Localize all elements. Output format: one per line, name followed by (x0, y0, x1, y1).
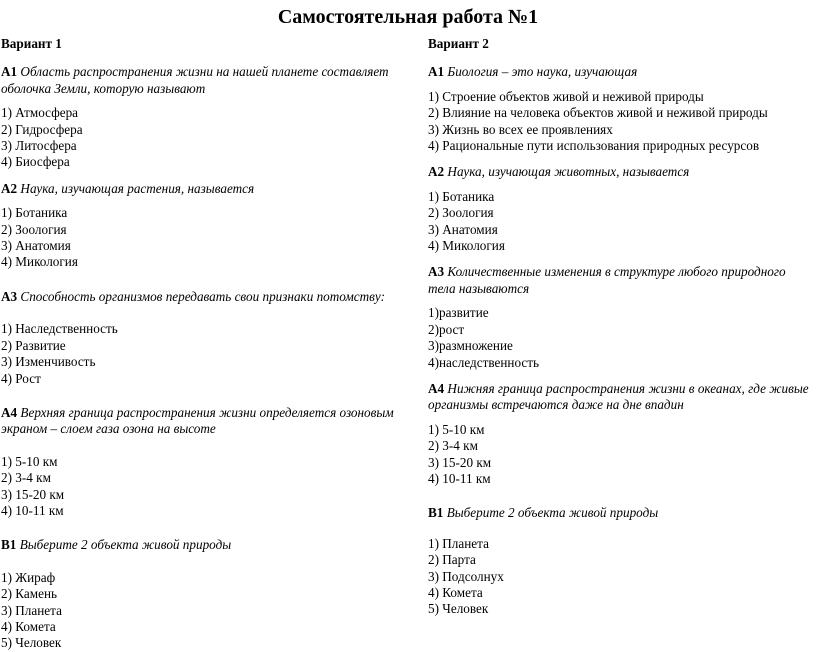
question-a3 (428, 264, 816, 370)
answer-option: 2) Развитие (1, 337, 66, 353)
question-prompt: Количественные изменения в структуре любого природного тела называются (428, 264, 786, 296)
question-a4 (1, 405, 406, 519)
answer-option: 2) Гидросфера (1, 121, 83, 137)
question-text (428, 64, 816, 80)
question-text (428, 264, 816, 297)
answer-options (1, 454, 406, 520)
answer-option: 1) 5-10 км (1, 453, 58, 469)
question-a1 (1, 64, 406, 170)
answer-options (428, 305, 816, 371)
answer-options (428, 189, 816, 255)
answer-option: 1)развитие (428, 305, 489, 321)
answer-option: 3) Литосфера (1, 138, 77, 154)
answer-option: 2) 3-4 км (428, 438, 478, 454)
document-title: Самостоятельная работа №1 (277, 6, 539, 28)
answer-option: 4) Комета (1, 618, 56, 634)
answer-option: 4) Рациональные пути использования природных ресурсов (428, 138, 760, 154)
answer-options (428, 89, 816, 155)
answer-option: 3) Подсолнух (428, 568, 504, 584)
answer-option: 2) Камень (1, 586, 58, 602)
question-b1 (428, 505, 816, 617)
answer-option: 1) 5-10 км (428, 421, 485, 437)
answer-option: 1) Ботаника (1, 205, 68, 221)
answer-option: 3) 15-20 км (1, 486, 65, 502)
answer-option: 4) Рост (1, 370, 41, 386)
question-a3 (1, 289, 406, 387)
answer-option: 4) Комета (428, 584, 483, 600)
question-a2 (428, 164, 816, 254)
question-text (1, 181, 406, 197)
variant-2-column (428, 36, 816, 618)
question-prompt: Способность организмов передавать свои признаки потомству: (20, 288, 385, 304)
question-prompt: Наука, изучающая животных, называется (447, 164, 690, 180)
question-text (1, 289, 406, 305)
answer-option: 2) Парта (428, 552, 476, 568)
question-number: А1 (1, 64, 18, 80)
question-text (1, 405, 406, 438)
answer-option: 2)рост (428, 321, 465, 337)
variant-heading: Вариант 2 (428, 36, 489, 51)
answer-option: 2) Влияние на человека объектов живой и неживой природы (428, 105, 768, 121)
answer-option: 3) Жизнь во всех ее проявлениях (428, 121, 613, 137)
answer-option: 1) Ботаника (428, 188, 495, 204)
answer-option: 4) Микология (1, 254, 78, 270)
answer-options (1, 570, 406, 652)
answer-option: 1) Наследственность (1, 321, 118, 337)
question-prompt: Нижняя граница распространения жизни в океанах, где живые организмы встречаются даже на дне впадин (428, 380, 809, 413)
answer-options (1, 205, 406, 271)
question-a1 (428, 64, 816, 154)
question-number: А1 (428, 64, 445, 80)
answer-option: 4) 10-11 км (428, 470, 491, 486)
answer-option: 1) Строение объектов живой и неживой природы (428, 88, 704, 104)
answer-option: 1) Планета (428, 535, 489, 551)
question-prompt: Выберите 2 объекта живой природы (19, 537, 232, 553)
variant-1-column (1, 36, 406, 652)
answer-option: 4) Микология (428, 238, 505, 254)
answer-option: 2) Зоология (428, 205, 494, 221)
question-prompt: Верхняя граница распространения жизни определяется озоновым экраном – слоем газа озона на высоте (1, 404, 394, 437)
answer-option: 3) 15-20 км (428, 454, 492, 470)
question-number: А3 (428, 264, 445, 280)
answer-options (428, 536, 816, 618)
question-number: А4 (1, 404, 18, 420)
answer-option: 1) Атмосфера (1, 105, 79, 121)
question-number: А3 (1, 288, 18, 304)
answer-option: 5) Человек (1, 635, 62, 651)
question-number: А4 (428, 380, 445, 396)
answer-option: 2) 3-4 км (1, 470, 51, 486)
question-prompt: Область распространения жизни на нашей планете составляет оболочка Земли, которую называют (1, 64, 389, 96)
variant-heading: Вариант 1 (1, 36, 62, 51)
question-text (428, 505, 816, 521)
answer-options (1, 105, 406, 171)
answer-option: 5) Человек (428, 601, 489, 617)
question-text (1, 537, 406, 553)
question-prompt: Наука, изучающая растения, называется (20, 180, 255, 196)
question-number: А2 (1, 180, 18, 196)
question-number: В1 (428, 505, 444, 521)
answer-options (428, 422, 816, 488)
answer-option: 3) Анатомия (1, 238, 71, 254)
question-number: В1 (1, 537, 17, 553)
question-text (428, 164, 816, 180)
answer-option: 3) Изменчивость (1, 354, 96, 370)
answer-option: 4) Биосфера (1, 154, 70, 170)
question-text (428, 381, 816, 414)
answer-option: 4) 10-11 км (1, 502, 64, 518)
question-number: А2 (428, 164, 445, 180)
question-prompt: Биология – это наука, изучающая (447, 64, 638, 80)
question-a4 (428, 381, 816, 487)
answer-option: 4)наследственность (428, 354, 540, 370)
question-a2 (1, 181, 406, 271)
answer-option: 2) Зоология (1, 221, 67, 237)
answer-option: 3)размножение (428, 338, 513, 354)
answer-options (1, 321, 406, 387)
answer-option: 1) Жираф (1, 569, 56, 585)
question-prompt: Выберите 2 объекта живой природы (446, 505, 659, 521)
question-b1 (1, 537, 406, 651)
answer-option: 3) Анатомия (428, 221, 498, 237)
answer-option: 3) Планета (1, 602, 62, 618)
question-text (1, 64, 406, 97)
